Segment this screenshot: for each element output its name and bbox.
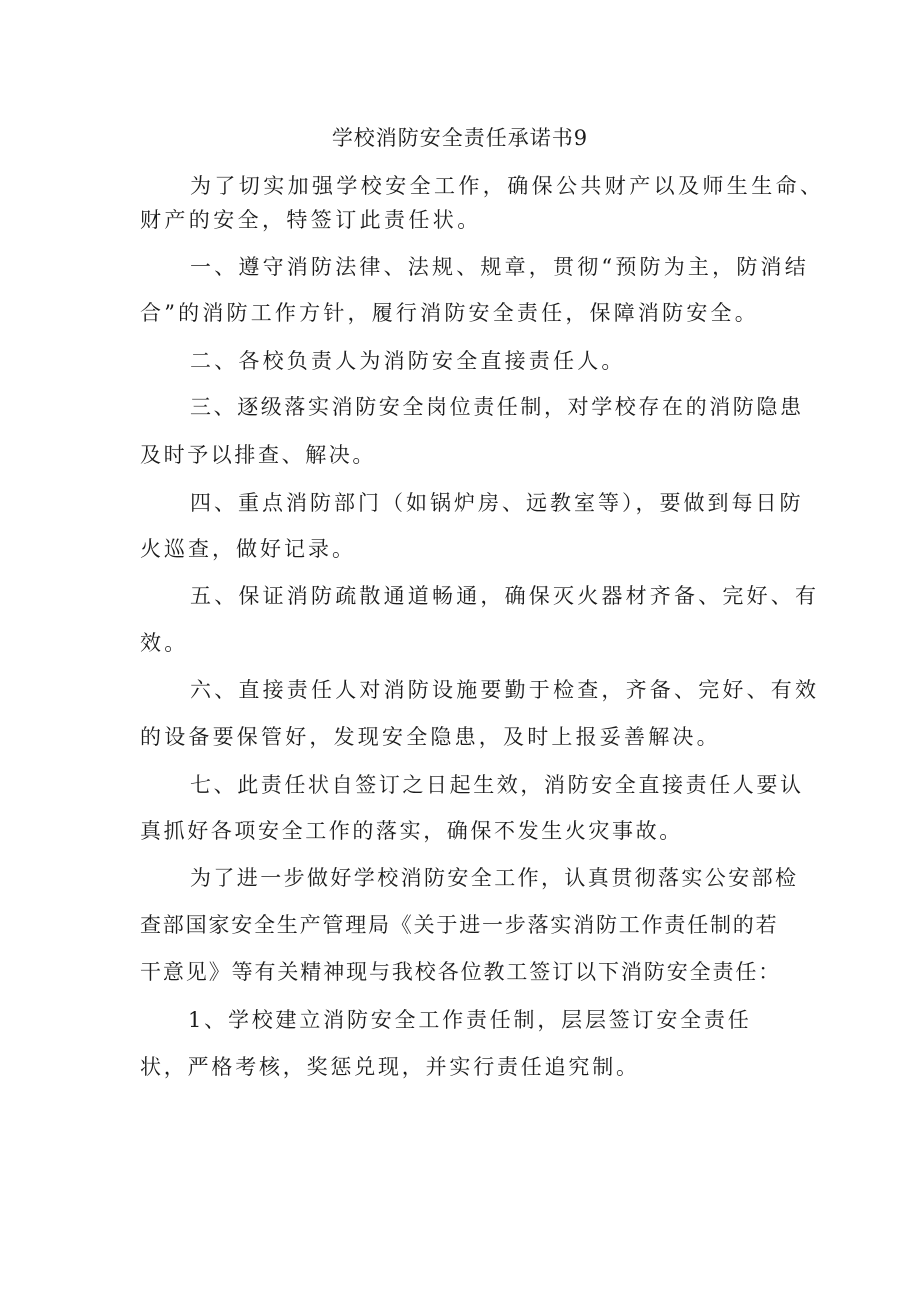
paragraph-line: 六、直接责任人对消防设施要勤于检查，齐备、完好、有效 bbox=[190, 678, 820, 702]
document-title: 学校消防安全责任承诺书9 bbox=[331, 126, 589, 150]
paragraph-line: 1、学校建立消防安全工作责任制，层层签订安全责任 bbox=[188, 1008, 752, 1032]
paragraph-line: 效。 bbox=[140, 631, 189, 655]
paragraph-line: 二、各校负责人为消防安全直接责任人。 bbox=[190, 349, 626, 373]
paragraph-line: 四、重点消防部门（如锅炉房、远教室等），要做到每日防 bbox=[190, 491, 804, 515]
paragraph-line: 状，严格考核，奖惩兑现，并实行责任追究制。 bbox=[140, 1055, 640, 1079]
paragraph-line: 三、逐级落实消防安全岗位责任制，对学校存在的消防隐患 bbox=[190, 395, 804, 419]
paragraph-line: 财产的安全，特签订此责任状。 bbox=[140, 208, 482, 232]
paragraph-line: 一、遵守消防法律、法规、规章，贯彻“预防为主，防消结 bbox=[190, 255, 809, 279]
paragraph-line: 真抓好各项安全工作的落实，确保不发生火灾事故。 bbox=[140, 819, 683, 843]
paragraph-line: 干意见》等有关精神现与我校各位教工签订以下消防安全责任： bbox=[140, 960, 782, 984]
paragraph-line: 五、保证消防疏散通道畅通，确保灭火器材齐备、完好、有 bbox=[190, 584, 820, 608]
paragraph-line: 合”的消防工作方针，履行消防安全责任，保障消防安全。 bbox=[140, 301, 759, 325]
paragraph-line: 七、此责任状自签订之日起生效，消防安全直接责任人要认 bbox=[190, 773, 804, 797]
paragraph-line: 查部国家安全生产管理局《关于进一步落实消防工作责任制的若 bbox=[140, 913, 779, 937]
paragraph-line: 火巡查，做好记录。 bbox=[140, 537, 356, 561]
paragraph-line: 为了进一步做好学校消防安全工作，认真贯彻落实公安部检 bbox=[190, 866, 799, 890]
paragraph-line: 及时予以排查、解决。 bbox=[140, 443, 376, 467]
paragraph-line: 的设备要保管好，发现安全隐患，及时上报妥善解决。 bbox=[140, 725, 721, 749]
paragraph-line: 为了切实加强学校安全工作，确保公共财产以及师生生命、 bbox=[190, 174, 825, 198]
